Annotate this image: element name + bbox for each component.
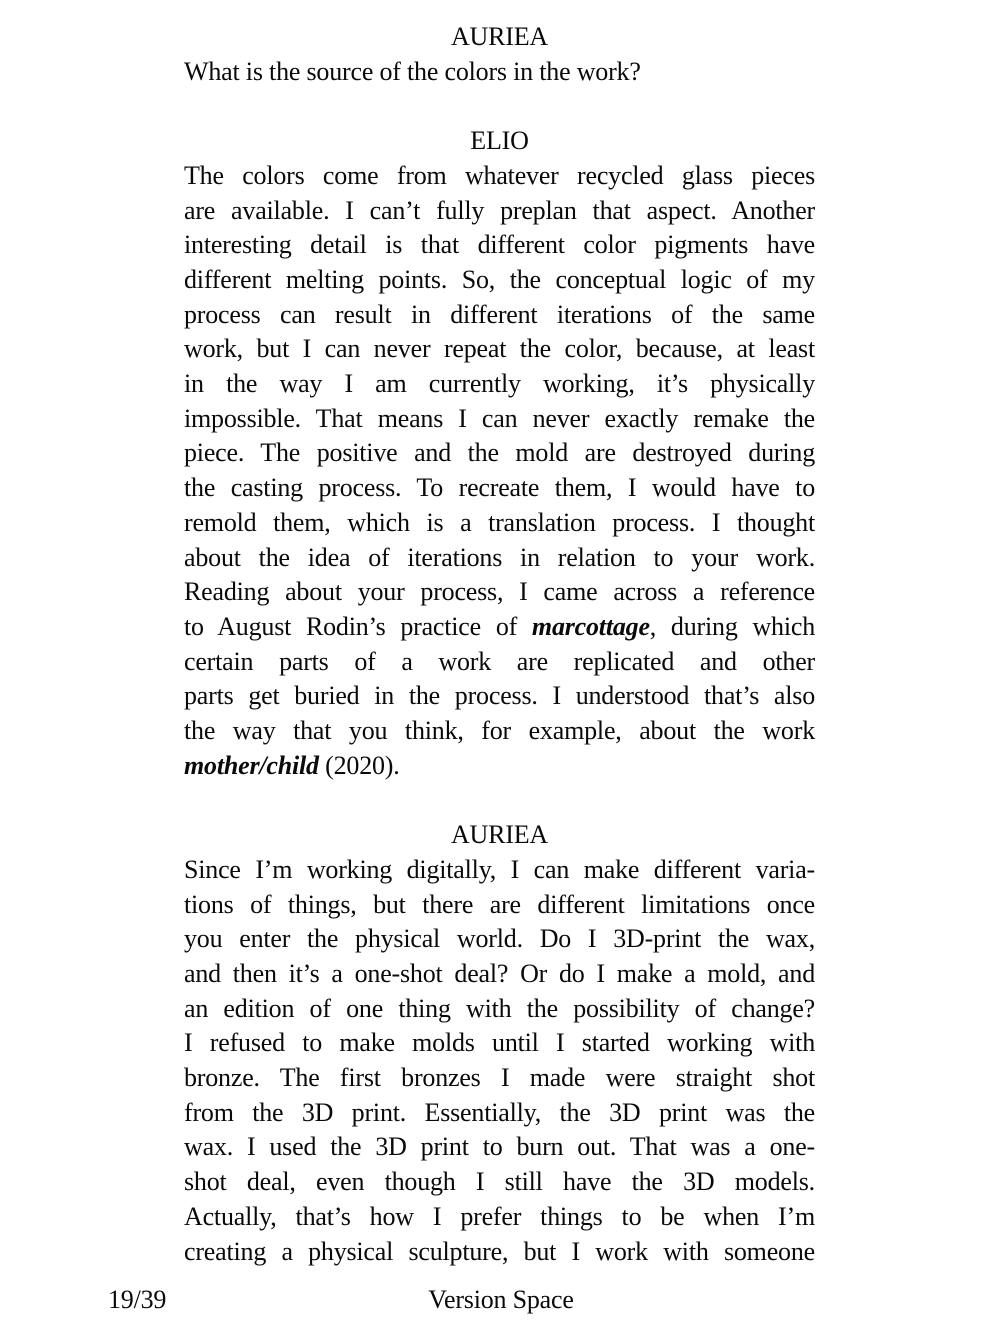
- dialogue-paragraph: [184, 853, 815, 1269]
- page-number: 19/39: [108, 1285, 167, 1314]
- text-line: are available. I can’t fully preplan that aspect. Another: [184, 195, 815, 225]
- text-line: creating a physical sculpture, but I work with someone: [184, 1236, 815, 1266]
- text-line: mother/child (2020).: [184, 750, 400, 780]
- speaker-heading: ELIO: [470, 126, 529, 156]
- text-line: you enter the physical world. Do I 3D-print the wax,: [184, 924, 815, 954]
- text-line: the way that you think, for example, about the work: [184, 716, 815, 746]
- speaker-heading: AURIEA: [450, 22, 548, 51]
- text-line: bronze. The first bronzes I made were straight shot: [184, 1063, 815, 1093]
- text-line: piece. The positive and the mold are destroyed during: [184, 438, 815, 468]
- text-line: tions of things, but there are different limitations once: [184, 889, 815, 919]
- text-line: from the 3D print. Essentially, the 3D print was the: [184, 1097, 815, 1127]
- text-line: about the idea of iterations in relation to your work.: [184, 542, 815, 572]
- text-line: I refused to make molds until I started working with: [184, 1028, 815, 1058]
- text-line: remold them, which is a translation process. I thought: [184, 507, 815, 537]
- text-line: an edition of one thing with the possibility of change?: [184, 993, 815, 1023]
- text-line: work, but I can never repeat the color, because, at least: [184, 334, 815, 364]
- text-line: the casting process. To recreate them, I would have to: [184, 473, 815, 503]
- text-line: impossible. That means I can never exactly remake the: [184, 403, 815, 433]
- text-line: interesting detail is that different color pigments have: [184, 230, 815, 260]
- text-line: process can result in different iterations of the same: [184, 299, 815, 329]
- text-line: different melting points. So, the conceptual logic of my: [184, 264, 815, 294]
- dialogue-paragraph: [184, 159, 815, 784]
- text-line: Reading about your process, I came across a reference: [184, 577, 815, 607]
- text-line: What is the source of the colors in the work?: [184, 56, 641, 86]
- dialogue-paragraph: [184, 55, 815, 90]
- text-line: The colors come from whatever recycled glass pieces: [184, 160, 815, 190]
- text-line: to August Rodin’s practice of marcottage, during which: [184, 611, 815, 641]
- dialogue-section: [184, 20, 815, 89]
- dialogue-section: [184, 124, 815, 783]
- text-line: and then it’s a one-shot deal? Or do I make a mold, and: [184, 958, 815, 988]
- text-line: in the way I am currently working, it’s physically: [184, 369, 815, 399]
- running-title: Version Space: [428, 1285, 574, 1314]
- page-footer: [0, 1283, 1002, 1318]
- text-line: certain parts of a work are replicated and other: [184, 646, 815, 676]
- dialogue-section: [184, 818, 815, 1269]
- speaker-heading: AURIEA: [450, 820, 548, 850]
- text-line: wax. I used the 3D print to burn out. That was a one-: [184, 1132, 815, 1162]
- text-line: Since I’m working digitally, I can make different varia-: [184, 854, 815, 884]
- text-line: shot deal, even though I still have the 3D models.: [184, 1167, 815, 1197]
- text-line: parts get buried in the process. I understood that’s also: [184, 681, 815, 711]
- text-line: Actually, that’s how I prefer things to be when I’m: [184, 1201, 815, 1231]
